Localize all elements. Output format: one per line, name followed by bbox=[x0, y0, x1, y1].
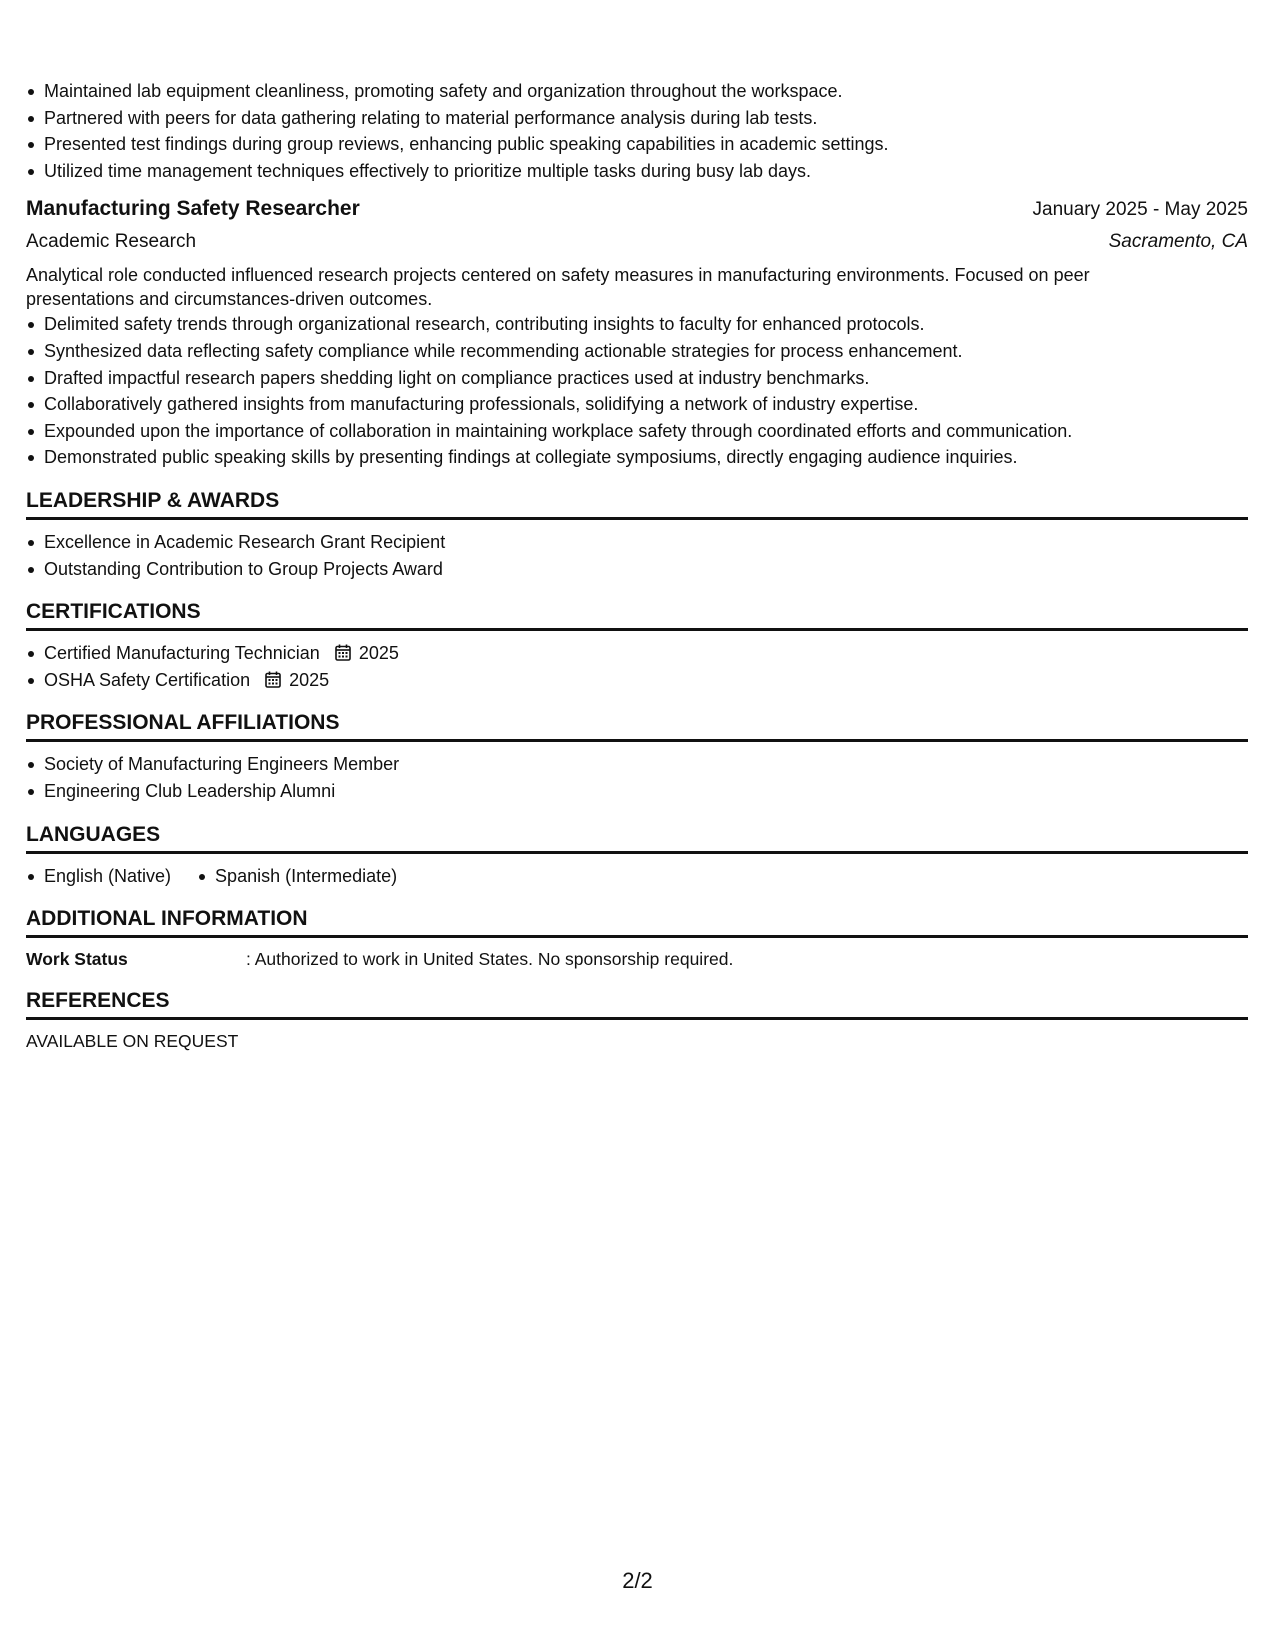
section-heading-certifications: CERTIFICATIONS bbox=[26, 598, 1248, 631]
job-bullets bbox=[26, 311, 1248, 471]
certification-year: 2025 bbox=[358, 643, 399, 664]
certification-name: Certified Manufacturing Technician bbox=[44, 643, 320, 664]
list-item: Synthesized data reflecting safety compliance while recommending actionable strategies for process enhancement. bbox=[26, 338, 1248, 365]
section-heading-additional-info: ADDITIONAL INFORMATION bbox=[26, 905, 1248, 938]
list-item: Society of Manufacturing Engineers Member bbox=[26, 751, 1248, 778]
job-subheader bbox=[26, 227, 1248, 257]
languages-list bbox=[26, 863, 1248, 890]
list-item: Expounded upon the importance of collaboration in maintaining workplace safety through coordinated efforts and communication. bbox=[26, 418, 1248, 445]
work-status-value: : Authorized to work in United States. No sponsorship required. bbox=[246, 949, 734, 970]
section-heading-affiliations: PROFESSIONAL AFFILIATIONS bbox=[26, 709, 1248, 742]
certification-year: 2025 bbox=[289, 669, 330, 690]
section-heading-leadership: LEADERSHIP & AWARDS bbox=[26, 487, 1248, 520]
resume-page bbox=[26, 78, 1248, 1053]
work-status-row bbox=[26, 947, 1248, 971]
job-dates: January 2025 - May 2025 bbox=[1032, 199, 1248, 221]
job-title: Manufacturing Safety Researcher bbox=[26, 197, 360, 221]
previous-job-bullets bbox=[26, 78, 1248, 184]
references-text: AVAILABLE ON REQUEST bbox=[26, 1031, 239, 1052]
list-item: English (Native) bbox=[26, 863, 171, 890]
job-summary-line: presentations and circumstances-driven outcomes. bbox=[26, 289, 433, 310]
list-item: Delimited safety trends through organizational research, contributing insights to faculty for enhanced protocols. bbox=[26, 311, 1248, 338]
certification-name: OSHA Safety Certification bbox=[44, 669, 251, 690]
job-organization: Academic Research bbox=[26, 231, 197, 253]
calendar-icon bbox=[265, 671, 281, 688]
certifications-list bbox=[26, 640, 1248, 693]
list-item: Demonstrated public speaking skills by presenting findings at collegiate symposiums, directly engaging audience inquiries. bbox=[26, 444, 1248, 471]
list-item: Utilized time management techniques effectively to prioritize multiple tasks during busy lab days. bbox=[26, 158, 1248, 185]
leadership-list bbox=[26, 529, 1248, 582]
job-summary-line: Analytical role conducted influenced research projects centered on safety measures in manufacturing environments. Focused on peer bbox=[26, 265, 1090, 286]
list-item bbox=[26, 640, 1248, 667]
list-item: Partnered with peers for data gathering relating to material performance analysis during lab tests. bbox=[26, 105, 1248, 132]
list-item: Collaboratively gathered insights from manufacturing professionals, solidifying a network of industry expertise. bbox=[26, 391, 1248, 418]
list-item: Drafted impactful research papers shedding light on compliance practices used at industry benchmarks. bbox=[26, 365, 1248, 392]
page-number: 2/2 bbox=[622, 1568, 653, 1593]
job-summary bbox=[26, 263, 1248, 311]
section-heading-references: REFERENCES bbox=[26, 987, 1248, 1020]
list-item: Presented test findings during group reviews, enhancing public speaking capabilities in academic settings. bbox=[26, 131, 1248, 158]
list-item: Maintained lab equipment cleanliness, promoting safety and organization throughout the workspace. bbox=[26, 78, 1248, 105]
list-item: Outstanding Contribution to Group Projects Award bbox=[26, 556, 1248, 583]
job-header bbox=[26, 194, 1248, 225]
list-item: Excellence in Academic Research Grant Recipient bbox=[26, 529, 1248, 556]
work-status-label: Work Status bbox=[26, 949, 128, 970]
affiliations-list bbox=[26, 751, 1248, 804]
job-location: Sacramento, CA bbox=[1108, 231, 1248, 253]
list-item bbox=[26, 667, 1248, 694]
list-item: Engineering Club Leadership Alumni bbox=[26, 778, 1248, 805]
section-heading-languages: LANGUAGES bbox=[26, 821, 1248, 854]
calendar-icon bbox=[335, 644, 351, 661]
list-item: Spanish (Intermediate) bbox=[197, 863, 397, 890]
